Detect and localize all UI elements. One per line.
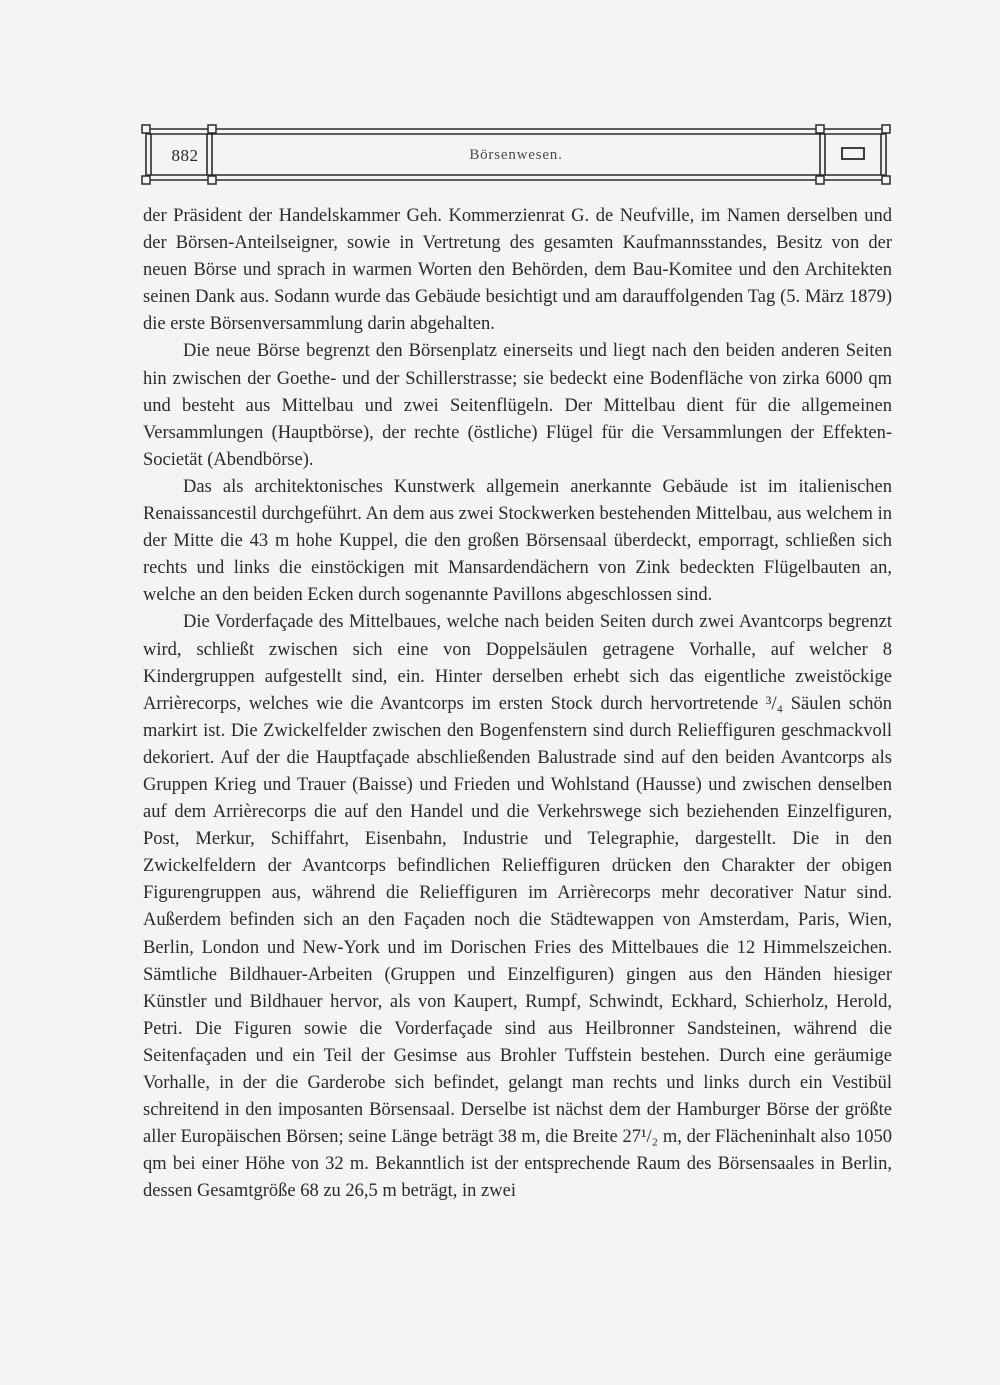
ornament-box-icon bbox=[842, 148, 864, 159]
body-text bbox=[143, 203, 892, 1205]
running-title: Börsenwesen. bbox=[469, 147, 563, 163]
paragraph: Das als architektonisches Kunstwerk allgemein anerkannte Gebäude ist im italienischen Renaissancestil durchgeführt. An dem aus zwei Stockwerken bestehenden Mittelbau, aus welchem in der Mitte die 43 m hohe Kuppel, die den großen Börsensaal überdeckt, emporragt, schließen sich rechts und links die einstöckigen mit Mansardendächern von Zink bedeckten Flügelbauten an, welche an den beiden Ecken durch sogenannte Pavillons abgeschlossen sind. bbox=[143, 476, 892, 606]
paragraph: der Präsident der Handelskammer Geh. Kommerzienrat G. de Neufville, im Namen derselben und der Börsen-Anteilseigner, sowie in Vertretung des gesamten Kaufmannsstandes, Besitz von der neuen Börse und sprach in warmen Worten den Behörden, dem Bau-Komitee und den Architekten seinen Dank aus. Sodann wurde das Gebäude besichtigt und am darauffolgenden Tag (5. März 1879) die erste Börsenversammlung darin abgehalten. bbox=[143, 206, 892, 335]
running-header bbox=[140, 123, 892, 187]
paragraph: Die neue Börse begrenzt den Börsenplatz einerseits und liegt nach den beiden anderen Seiten hin zwischen der Goethe- und der Schillerstrasse; sie bedeckt eine Bodenfläche von zirka 6000 qm und besteht aus Mittelbau und zwei Seitenflügeln. Der Mittelbau dient für die allgemeinen Versammlungen (Hauptbörse), der rechte (östliche) Flügel für die Versammlungen der Effekten-Societät (Abendbörse). bbox=[143, 341, 892, 470]
page-number: 882 bbox=[171, 146, 199, 165]
paragraph: Die Vorderfaçade des Mittelbaues, welche nach beiden Seiten durch zwei Avantcorps begrenzt wird, schließt zwischen sich eine von Doppelsäulen getragene Vorhalle, auf welcher 8 Kindergruppen aufgestellt sind, ein. Hinter derselben erhebt sich das eigentliche zweistöckige Arrièrecorps, welches wie die Avantcorps im ersten Stock durch hervortretende ³/₄ Säulen schön markirt ist. Die Zwickelfelder zwischen den Bogenfenstern sind durch Relieffiguren geschmackvoll dekoriert. Auf der die Hauptfaçade abschließenden Balustrade sind auf den beiden Avantcorps als Gruppen Krieg und Trauer (Baisse) und Frieden und Wohlstand (Hausse) und zwischen denselben auf dem Arrièrecorps die auf den Handel und die Verkehrswege sich beziehenden Einzelfiguren, Post, Merkur, Schiffahrt, Eisenbahn, Industrie und Telegraphie, dargestellt. Die in den Zwickelfeldern der Avantcorps befindlichen Relieffiguren drücken den Charakter der obigen Figurengruppen aus, während die Relieffiguren im Arrièrecorps mehr decorativer Natur sind. Außerdem befinden sich an den Façaden noch die Städtewappen von Amsterdam, Paris, Wien, Berlin, London und New-York und im Dorischen Fries des Mittelbaues die 12 Himmelszeichen. Sämtliche Bildhauer-Arbeiten (Gruppen und Einzelfiguren) gingen aus den Händen hiesiger Künstler und Bildhauer hervor, als von Kaupert, Rumpf, Schwindt, Eckhard, Schierholz, Herold, Petri. Die Figuren sowie die Vorderfaçade sind aus Heilbronner Sandsteinen, während die Seitenfaçaden und ein Teil der Gesimse aus Brohler Tuffstein bestehen. Durch eine geräumige Vorhalle, in der die Garderobe sich befindet, gelangt man rechts und links durch ein Vestibül schreitend in den imposanten Börsensaal. Derselbe ist nächst dem der Hamburger Börse der größte aller Europäischen Börsen; seine Länge beträgt 38 m, die Breite 27¹/₂ m, der Flächeninhalt also 1050 qm bei einer Höhe von 32 m. Bekanntlich ist der entsprechende Raum des Börsensaales in Berlin, dessen Gesamtgröße 68 zu 26,5 m beträgt, in zwei bbox=[143, 612, 892, 1202]
